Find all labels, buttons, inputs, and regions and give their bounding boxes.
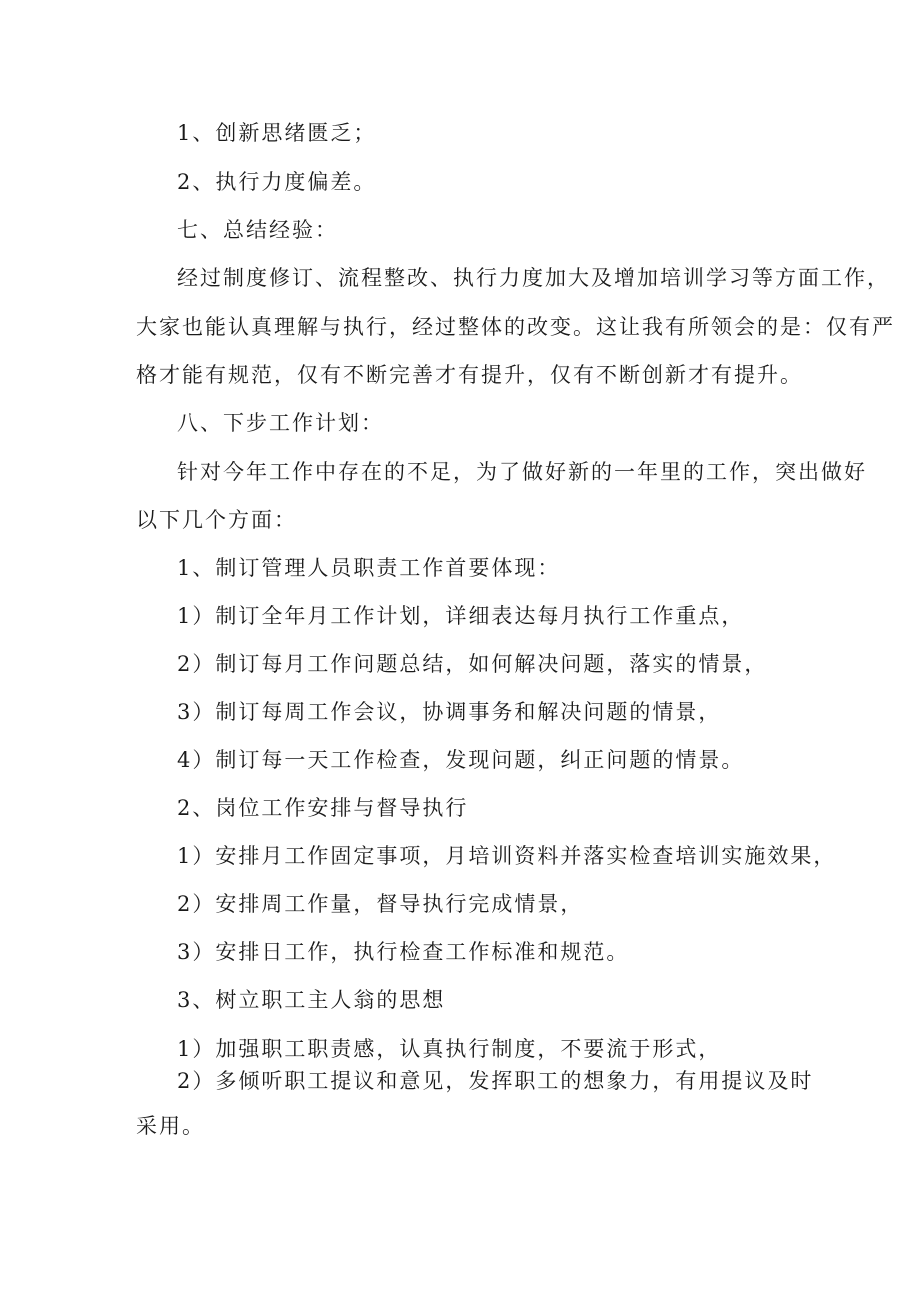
section-heading: 七、总结经验： <box>177 218 338 242</box>
list-item: 1）制订全年月工作计划，详细表达每月执行工作重点， <box>177 604 745 628</box>
paragraph-line: 采用。 <box>136 1114 205 1138</box>
list-item: 2、执行力度偏差。 <box>177 170 377 194</box>
list-item: 2）制订每月工作问题总结，如何解决问题，落实的情景， <box>177 652 768 676</box>
paragraph-line: 针对今年工作中存在的不足，为了做好新的一年里的工作，突出做好 <box>177 460 867 484</box>
list-item: 4）制订每一天工作检查，发现问题，纠正问题的情景。 <box>177 748 745 772</box>
list-item: 1）加强职工职责感，认真执行制度，不要流于形式， <box>177 1037 722 1061</box>
list-item: 1）安排月工作固定事项，月培训资料并落实检查培训实施效果， <box>177 844 837 868</box>
list-item: 1、制订管理人员职责工作首要体现： <box>177 556 561 580</box>
list-item: 2、岗位工作安排与督导执行 <box>177 796 469 820</box>
list-item: 2）安排周工作量，督导执行完成情景， <box>177 892 584 916</box>
list-item: 1、创新思绪匮乏； <box>177 121 377 145</box>
list-item: 3、树立职工主人翁的思想 <box>177 988 446 1012</box>
list-item: 3）安排日工作，执行检查工作标准和规范。 <box>177 940 630 964</box>
paragraph-line: 以下几个方面： <box>136 508 297 532</box>
list-item: 3）制订每周工作会议，协调事务和解决问题的情景， <box>177 700 722 724</box>
paragraph-line: 大家也能认真理解与执行，经过整体的改变。这让我有所领会的是：仅有严 <box>136 315 895 339</box>
paragraph-line: 格才能有规范，仅有不断完善才有提升，仅有不断创新才有提升。 <box>136 363 803 387</box>
section-heading: 八、下步工作计划： <box>177 411 384 435</box>
list-item: 2）多倾听职工提议和意见，发挥职工的想象力，有用提议及时 <box>177 1069 814 1093</box>
paragraph-line: 经过制度修订、流程整改、执行力度加大及增加培训学习等方面工作， <box>177 266 890 290</box>
